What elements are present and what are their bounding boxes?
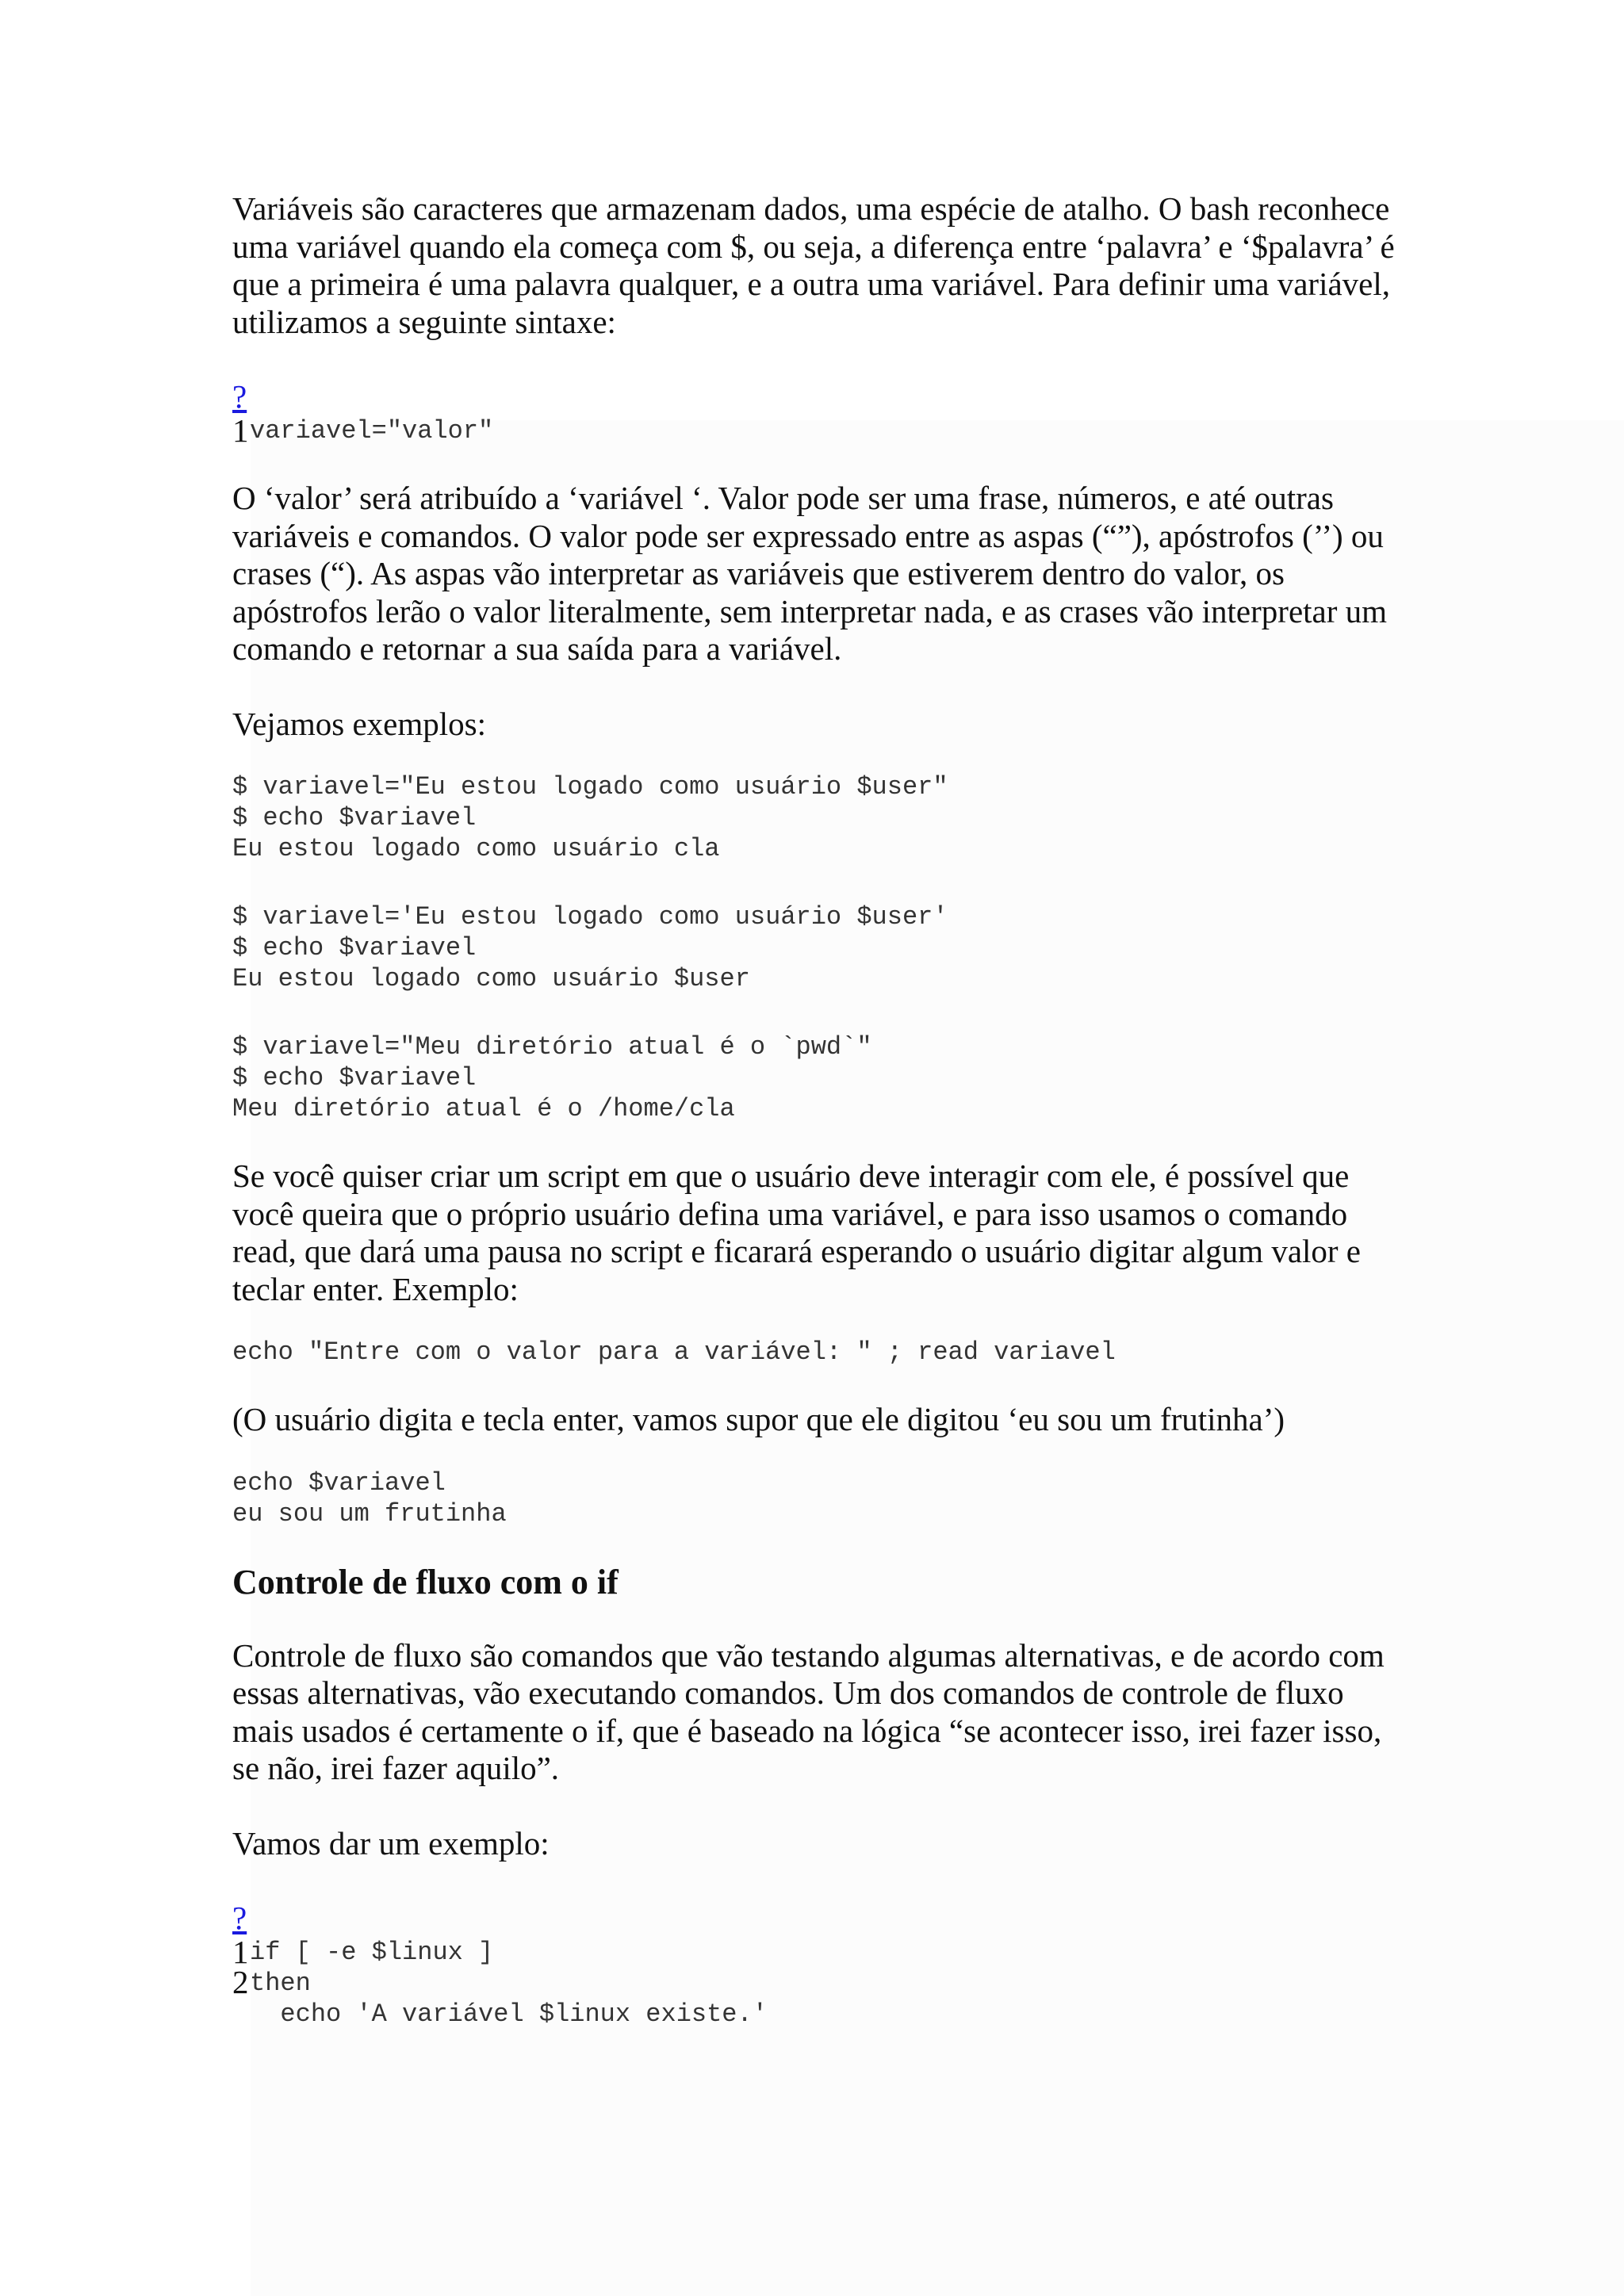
code-example-backticks: $ variavel="Meu diretório atual é o `pwd`" $ echo $variavel Meu diretório atual é o /home/cla	[232, 1032, 872, 1123]
paragraph-example-intro: Vamos dar um exemplo:	[232, 1824, 550, 1862]
code-example-echo: echo $variavel eu sou um frutinha	[232, 1468, 507, 1529]
code-example-double-quotes: $ variavel="Eu estou logado como usuário $user" $ echo $variavel Eu estou logado como usuário cla	[232, 772, 948, 863]
line-number: 1	[232, 1934, 249, 1970]
line-number: 1	[232, 412, 249, 449]
snippet-help-link[interactable]: ?	[232, 378, 247, 415]
snippet-help-link[interactable]: ?	[232, 1900, 247, 1936]
paragraph-flow-control: Controle de fluxo são comandos que vão testando algumas alternativas, e de acordo com essas alternativas, vão executando comandos. Um dos comandos de controle de fluxo mais usados é certamente o if, que é baseado na lógica “se acontecer isso, irei fazer isso, se não, irei fazer aquilo”.	[232, 1636, 1385, 1786]
paragraph-user-input-note: (O usuário digita e tecla enter, vamos supor que ele digitou ‘eu sou um frutinha’)	[232, 1401, 1285, 1437]
code-snippet-2	[232, 1900, 1398, 2030]
code-block: if [ -e $linux ] then echo 'A variável $linux existe.'	[250, 1938, 768, 2029]
line-number-gutter	[232, 1934, 250, 2000]
line-number: 2	[232, 1964, 249, 2000]
paragraph-read-command: Se você quiser criar um script em que o usuário deve interagir com ele, é possível que você queira que o próprio usuário defina uma variável, e para isso usamos o comando read, que dará uma pausa no script e ficarará esperando o usuário digitar algum valor e teclar enter. Exemplo:	[232, 1158, 1362, 1307]
intro-paragraph: Variáveis são caracteres que armazenam dados, uma espécie de atalho. O bash reconhece uma variável quando ela começa com $, ou seja, a diferença entre ‘palavra’ e ‘$palavra’ é que a primeira é uma palavra qualquer, e a outra uma variável. Para definir uma variável, utilizamos a seguinte sintaxe:	[232, 190, 1395, 340]
code-block: variavel="valor"	[250, 416, 494, 446]
paragraph-value-quotes: O ‘valor’ será atribuído a ‘variável ‘. Valor pode ser uma frase, números, e até outras variáveis e comandos. O valor pode ser expressado entre as aspas (“”), apóstrofos (’’) ou crases (“). As aspas vão interpretar as variáveis que estiverem dentro do valor, os apóstrofos lerão o valor literalmente, sem interpretar nada, e as crases vão interpretar um comando e retornar a sua saída para a variável.	[232, 480, 1388, 667]
code-example-single-quotes: $ variavel='Eu estou logado como usuário $user' $ echo $variavel Eu estou logado como usuário $user	[232, 902, 948, 993]
paragraph-examples-intro: Vejamos exemplos:	[232, 705, 486, 742]
line-number-gutter	[232, 412, 250, 449]
code-example-read: echo "Entre com o valor para a variável: " ; read variavel	[232, 1337, 1116, 1367]
document-page	[232, 190, 1398, 2030]
code-snippet-1	[232, 378, 1398, 449]
section-heading: Controle de fluxo com o if	[232, 1562, 619, 1601]
